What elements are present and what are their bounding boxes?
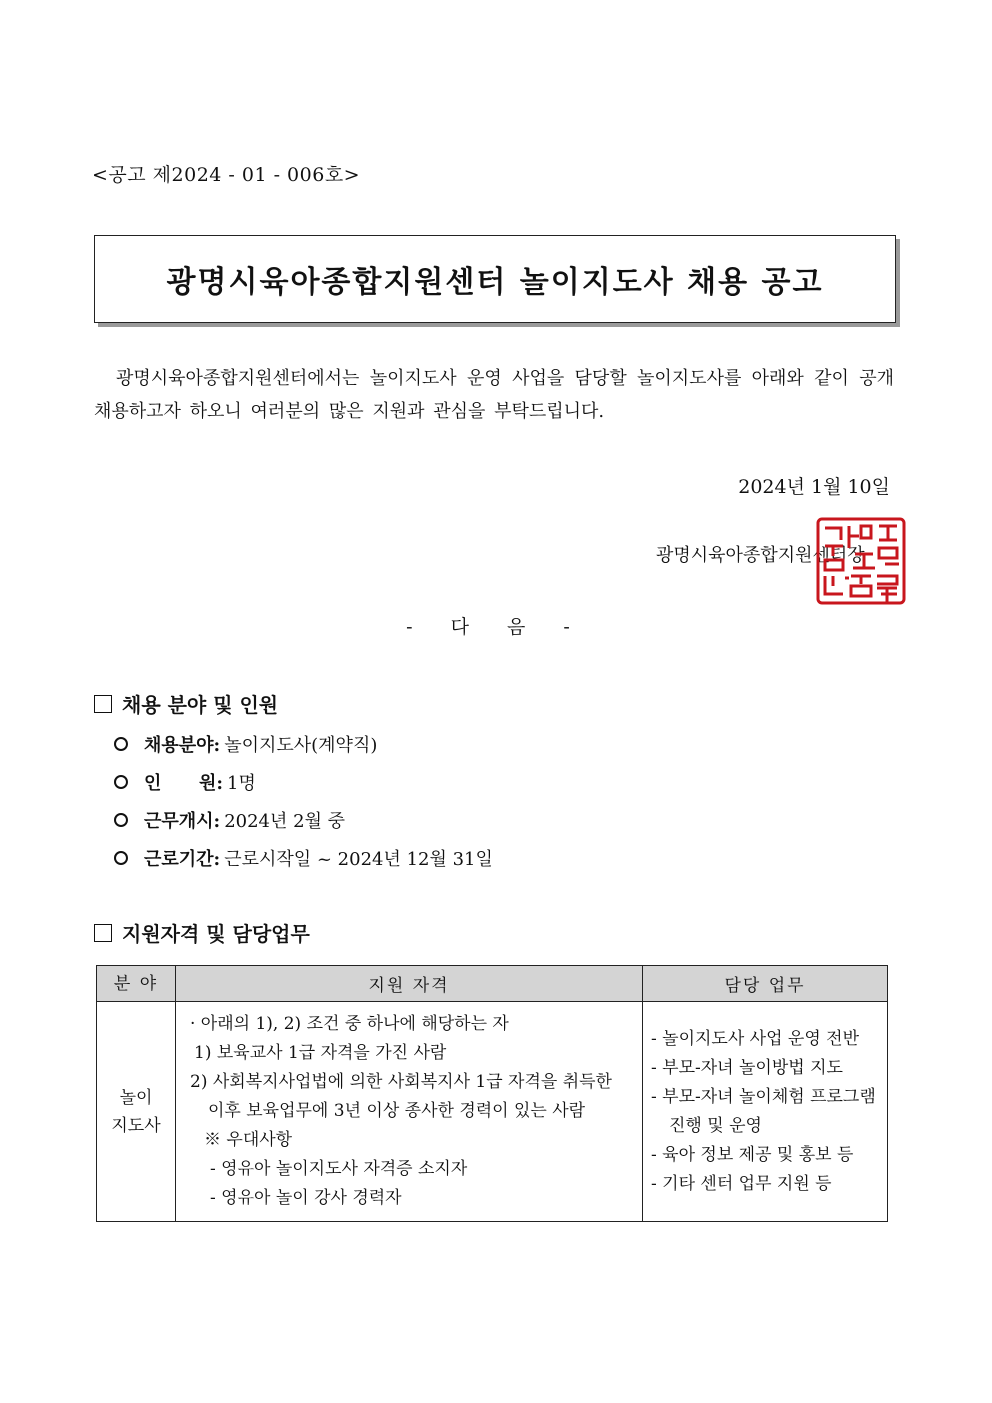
circle-bullet-icon — [114, 813, 128, 827]
item-label: 근로기간: — [144, 849, 221, 870]
item-label: 근무개시: — [144, 811, 221, 832]
duty-line: - 놀이지도사 사업 운영 전반 — [651, 1028, 860, 1049]
item-label: 인 원: — [144, 773, 224, 794]
qualification-line: - 영유아 놀이지도사 자격증 소지자 — [210, 1159, 468, 1179]
table-header-row — [97, 966, 888, 1002]
circle-bullet-icon — [114, 775, 128, 789]
checkbox-square-icon — [94, 695, 112, 713]
item-value: 2024년 2월 중 — [224, 811, 346, 832]
title-box — [94, 235, 896, 323]
field-line: 놀이 — [119, 1087, 153, 1108]
requirements-table — [96, 965, 888, 1222]
announcement-date: 2024년 1월 10일 — [738, 476, 890, 498]
item-value: 근로시작일 ~ 2024년 12월 31일 — [224, 849, 493, 870]
section-title: 채용 분야 및 인원 — [122, 693, 279, 717]
checkbox-square-icon — [94, 924, 112, 942]
item-value: 놀이지도사(계약직) — [224, 735, 378, 756]
table-row — [97, 1002, 888, 1222]
list-item — [114, 845, 493, 871]
section-qualification-heading — [94, 918, 310, 947]
section-recruitment-heading — [94, 689, 278, 718]
circle-bullet-icon — [114, 737, 128, 751]
divider-heading: - 다 음 - — [406, 616, 586, 638]
qualification-line: 1) 보육교사 1급 자격을 가진 사람 — [194, 1043, 447, 1063]
duty-cell — [643, 1002, 888, 1222]
qualification-line: - 영유아 놀이 강사 경력자 — [210, 1188, 402, 1208]
item-label: 채용분야: — [144, 735, 221, 756]
official-seal-icon — [815, 516, 907, 606]
duty-line: - 부모-자녀 놀이체험 프로그램 — [651, 1086, 876, 1107]
list-item — [114, 731, 377, 757]
duty-line: 진행 및 운영 — [669, 1115, 762, 1136]
page-title: 광명시육아종합지원센터 놀이지도사 채용 공고 — [166, 265, 824, 300]
qualification-line: 이후 보육업무에 3년 이상 종사한 경력이 있는 사람 — [208, 1101, 586, 1121]
section-title: 지원자격 및 담당업무 — [122, 922, 310, 946]
qualification-line: 2) 사회복지사업법에 의한 사회복지사 1급 자격을 취득한 — [190, 1072, 612, 1092]
header-qualification: 지원 자격 — [176, 966, 643, 1002]
intro-paragraph: 광명시육아종합지원센터에서는 놀이지도사 운영 사업을 담당할 놀이지도사를 아래와 같이 공개 채용하고자 하오니 여러분의 많은 지원과 관심을 부탁드립니다. — [94, 368, 894, 422]
circle-bullet-icon — [114, 851, 128, 865]
duty-line: - 기타 센터 업무 지원 등 — [651, 1173, 832, 1194]
field-cell — [97, 1002, 176, 1222]
organization-name: 광명시육아종합지원센터장 — [656, 545, 865, 566]
item-value: 1명 — [227, 773, 256, 794]
duty-line: - 부모-자녀 놀이방법 지도 — [651, 1057, 843, 1078]
header-duty: 담당 업무 — [643, 966, 888, 1002]
qualification-line: ※ 우대사항 — [204, 1130, 293, 1150]
header-field: 분 야 — [97, 966, 176, 1002]
list-item — [114, 807, 345, 833]
list-item — [114, 769, 256, 795]
qualification-cell — [176, 1002, 643, 1222]
duty-line: - 육아 정보 제공 및 홍보 등 — [651, 1144, 854, 1165]
field-line: 지도사 — [111, 1115, 161, 1136]
notice-number: <공고 제2024 - 01 - 006호> — [92, 164, 361, 186]
qualification-line: · 아래의 1), 2) 조건 중 하나에 해당하는 자 — [190, 1014, 509, 1034]
